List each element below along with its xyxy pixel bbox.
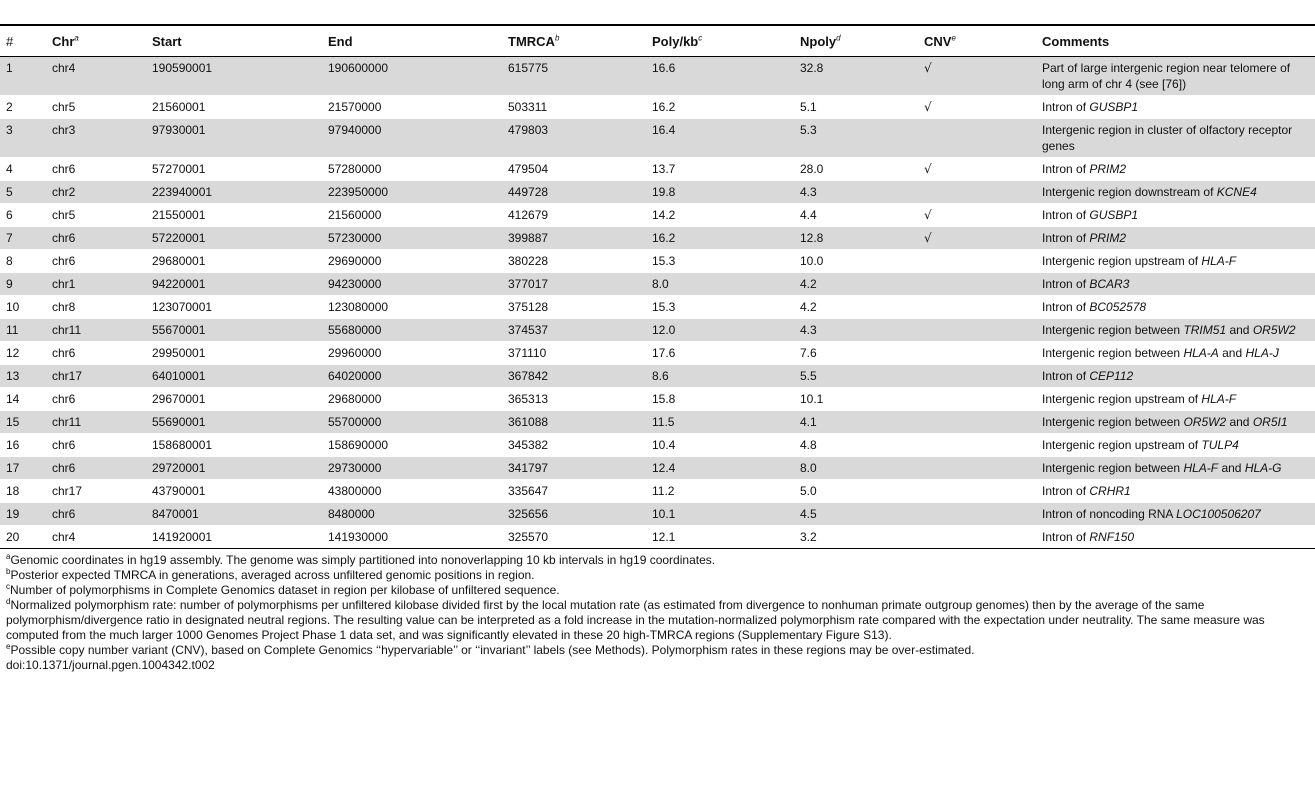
- cell-tmrca: 479504: [508, 162, 549, 176]
- cell-start: 29680001: [152, 254, 206, 268]
- cell-comment: [1036, 227, 1315, 250]
- cell-chr: chr17: [52, 484, 83, 498]
- cell-start: 29670001: [152, 392, 206, 406]
- cell-end: 29690000: [328, 254, 382, 268]
- cell-chr: chr6: [52, 231, 76, 245]
- comment-text: Intergenic region downstream of: [1042, 185, 1217, 199]
- header-poly: Poly/$kb^c$: [652, 33, 703, 49]
- cell-end: 43800000: [328, 484, 382, 498]
- cell-poly: 8.0: [652, 277, 669, 291]
- cell-cnv: [918, 204, 1036, 227]
- comment-text: Intron of: [1042, 208, 1090, 222]
- cell-npoly: 4.3: [800, 323, 817, 337]
- cell-npoly: 5.5: [800, 369, 817, 383]
- footnote-b: [6, 568, 1309, 583]
- comment-text: and: [1226, 415, 1253, 429]
- cell-comment: [1036, 503, 1315, 526]
- table-header: [0, 26, 1315, 57]
- cell-tmrca: 325656: [508, 507, 549, 521]
- cell-start: 94220001: [152, 277, 206, 291]
- cell-num: 10: [6, 300, 20, 314]
- cell-comment: [1036, 434, 1315, 457]
- cell-tmrca: 503311: [508, 100, 548, 114]
- cell-cnv: [918, 388, 1036, 411]
- cell-num: 17: [6, 461, 20, 475]
- table-row: [0, 526, 1315, 549]
- table-row: [0, 158, 1315, 181]
- cell-comment: [1036, 411, 1315, 434]
- cell-end: 64020000: [328, 369, 382, 383]
- cell-poly: 16.2: [652, 231, 676, 245]
- cell-num: 16: [6, 438, 20, 452]
- table-row: [0, 96, 1315, 119]
- comment-text: Intron of: [1042, 162, 1090, 176]
- cell-chr: chr6: [52, 507, 76, 521]
- cell-cnv: [918, 227, 1036, 250]
- cell-cnv: [918, 480, 1036, 503]
- cell-poly: 16.2: [652, 100, 676, 114]
- cell-chr: chr6: [52, 162, 76, 176]
- cell-cnv: [918, 273, 1036, 296]
- cell-num: 1: [6, 61, 13, 75]
- cell-tmrca: 341797: [508, 461, 549, 475]
- cell-poly: 10.4: [652, 438, 676, 452]
- cell-num: 5: [6, 185, 13, 199]
- cell-chr: chr4: [52, 61, 76, 75]
- cell-npoly: 32.8: [800, 61, 824, 75]
- cell-npoly: 4.4: [800, 208, 817, 222]
- cell-num: 4: [6, 162, 13, 176]
- gene-name: HLA-F: [1201, 254, 1237, 268]
- comment-text: Intron of: [1042, 231, 1090, 245]
- cell-tmrca: 412679: [508, 208, 549, 222]
- table-row: [0, 296, 1315, 319]
- gene-name: CEP112: [1089, 369, 1134, 383]
- footnote-text: Possible copy number variant (CNV), based on Complete Genomics ‘‘hypervariable’’ or ‘‘invariant’’ labels (see Methods). Polymorphism rates in these regions may be over-estimated.: [10, 643, 975, 657]
- cell-end: 29680000: [328, 392, 382, 406]
- header-npoly: Npoly$^d$: [800, 33, 841, 49]
- cell-end: 21570000: [328, 100, 382, 114]
- cell-chr: chr11: [52, 323, 82, 337]
- comment-text: Intergenic region upstream of: [1042, 392, 1202, 406]
- cell-tmrca: 479803: [508, 123, 549, 137]
- cell-poly: 10.1: [652, 507, 676, 521]
- cell-chr: chr6: [52, 392, 76, 406]
- cell-tmrca: 449728: [508, 185, 549, 199]
- comment-text: Intron of: [1042, 530, 1090, 544]
- cell-chr: chr4: [52, 530, 76, 544]
- cell-npoly: 8.0: [800, 461, 817, 475]
- cell-cnv: [918, 119, 1036, 158]
- gene-name: HLA-A: [1183, 346, 1219, 360]
- gene-name: BC052578: [1089, 300, 1147, 314]
- cell-end: 55700000: [328, 415, 382, 429]
- table-row: [0, 365, 1315, 388]
- cell-num: 12: [6, 346, 20, 360]
- cell-poly: 15.3: [652, 254, 676, 268]
- table-body: [0, 57, 1315, 549]
- table-row: [0, 457, 1315, 480]
- cell-num: 8: [6, 254, 13, 268]
- comment-text: Intergenic region upstream of: [1042, 254, 1202, 268]
- cell-chr: chr5: [52, 208, 76, 222]
- footnote-text: Posterior expected TMRCA in generations, averaged across unfiltered genomic positions in region.: [10, 568, 535, 582]
- cell-cnv: [918, 319, 1036, 342]
- cell-comment: [1036, 181, 1315, 204]
- cell-tmrca: 377017: [508, 277, 549, 291]
- gene-name: CRHR1: [1089, 484, 1131, 498]
- cell-npoly: 10.1: [800, 392, 824, 406]
- cell-start: 55690001: [152, 415, 206, 429]
- comment-text: Intergenic region in cluster of olfactory receptor genes: [1042, 123, 1293, 153]
- check-icon: √: [924, 208, 932, 222]
- cell-start: 123070001: [152, 300, 213, 314]
- header-tmrca: TMRCA$^b$: [508, 33, 560, 49]
- footnotes: [0, 549, 1315, 673]
- cell-poly: 17.6: [652, 346, 676, 360]
- gene-name: OR5W2: [1183, 415, 1227, 429]
- footnote-d: [6, 598, 1309, 643]
- header-chr: Chr$^a$: [52, 33, 79, 49]
- cell-end: 123080000: [328, 300, 389, 314]
- comment-text: Intron of: [1042, 277, 1090, 291]
- cell-comment: [1036, 273, 1315, 296]
- cell-num: 7: [6, 231, 13, 245]
- cell-chr: chr2: [52, 185, 76, 199]
- cell-cnv: [918, 411, 1036, 434]
- cell-npoly: 4.5: [800, 507, 817, 521]
- comment-text: Part of large intergenic region near telomere of long arm of chr 4 (see [76]): [1042, 61, 1291, 91]
- cell-cnv: [918, 434, 1036, 457]
- cell-start: 55670001: [152, 323, 206, 337]
- cell-num: 11: [6, 323, 19, 337]
- cell-npoly: 7.6: [800, 346, 817, 360]
- cell-cnv: [918, 181, 1036, 204]
- cell-cnv: [918, 342, 1036, 365]
- cell-chr: chr11: [52, 415, 82, 429]
- cell-cnv: [918, 250, 1036, 273]
- gene-name: OR5I1: [1252, 415, 1288, 429]
- table-row: [0, 250, 1315, 273]
- cell-end: 55680000: [328, 323, 382, 337]
- cell-num: 14: [6, 392, 20, 406]
- header-start: Start: [152, 34, 182, 49]
- gene-name: OR5W2: [1252, 323, 1296, 337]
- gene-name: HLA-J: [1245, 346, 1279, 360]
- table-row: [0, 119, 1315, 158]
- cell-poly: 12.0: [652, 323, 676, 337]
- cell-cnv: [918, 365, 1036, 388]
- cell-end: 57230000: [328, 231, 382, 245]
- comment-text: and: [1218, 461, 1245, 475]
- cell-comment: [1036, 480, 1315, 503]
- cell-comment: [1036, 457, 1315, 480]
- cell-tmrca: 371110: [508, 346, 547, 360]
- cell-tmrca: 325570: [508, 530, 549, 544]
- cell-poly: 15.8: [652, 392, 676, 406]
- cell-end: 57280000: [328, 162, 382, 176]
- cell-cnv: [918, 526, 1036, 549]
- cell-start: 43790001: [152, 484, 206, 498]
- footnote-text: Normalized polymorphism rate: number of polymorphisms per unfiltered kilobase divided first by the local mutation rate (as estimated from divergence to nonhuman primate outgroup genomes) then by the average of the same polymorphism/divergence ratio in designated neutral regions. The resulting value can be interpreted as a fold increase in the mutation-normalized polymorphism rate compared with the expectation under neutrality. The same measure was computed from the much larger 1000 Genomes Project Phase 1 data set, and was significantly elevated in these 20 high-TMRCA regions (Supplementary Figure S13).: [6, 598, 1265, 642]
- header-cnv: CNV$^e$: [924, 33, 956, 49]
- cell-end: 190600000: [328, 61, 389, 75]
- footnote-marker: e: [6, 642, 11, 651]
- footnote-text: Number of polymorphisms in Complete Genomics dataset in region per kilobase of unfiltered sequence.: [10, 583, 560, 597]
- cell-end: 8480000: [328, 507, 375, 521]
- comment-text: Intergenic region upstream of: [1042, 438, 1202, 452]
- cell-start: 158680001: [152, 438, 213, 452]
- cell-comment: [1036, 250, 1315, 273]
- cell-poly: 8.6: [652, 369, 669, 383]
- table-row: [0, 319, 1315, 342]
- footnote-c: [6, 583, 1309, 598]
- gene-name: KCNE4: [1216, 185, 1257, 199]
- cell-end: 29960000: [328, 346, 382, 360]
- cell-poly: 14.2: [652, 208, 676, 222]
- cell-tmrca: 335647: [508, 484, 549, 498]
- cell-comment: [1036, 96, 1315, 119]
- footnote-marker: d: [6, 597, 11, 606]
- gene-name: PRIM2: [1089, 162, 1127, 176]
- cell-tmrca: 374537: [508, 323, 549, 337]
- gene-name: RNF150: [1089, 530, 1135, 544]
- cell-cnv: [918, 296, 1036, 319]
- gene-name: HLA-G: [1244, 461, 1282, 475]
- cell-end: 97940000: [328, 123, 382, 137]
- cell-tmrca: 361088: [508, 415, 549, 429]
- comment-text: Intergenic region between: [1042, 346, 1184, 360]
- cell-poly: 12.1: [652, 530, 676, 544]
- header-num: #: [6, 34, 14, 49]
- cell-chr: chr6: [52, 438, 76, 452]
- cell-start: 97930001: [152, 123, 206, 137]
- cell-poly: 15.3: [652, 300, 676, 314]
- cell-npoly: 28.0: [800, 162, 824, 176]
- cell-end: 29730000: [328, 461, 382, 475]
- cell-npoly: 4.1: [800, 415, 817, 429]
- cell-poly: 16.4: [652, 123, 676, 137]
- top-rule: [0, 0, 1315, 26]
- cell-npoly: 5.3: [800, 123, 817, 137]
- cell-comment: [1036, 319, 1315, 342]
- comment-text: Intron of: [1042, 369, 1090, 383]
- cell-end: 21560000: [328, 208, 382, 222]
- cell-comment: [1036, 365, 1315, 388]
- comment-text: Intergenic region between: [1042, 415, 1184, 429]
- footnote-marker: c: [6, 582, 10, 591]
- comment-text: Intron of: [1042, 300, 1090, 314]
- cell-num: 2: [6, 100, 13, 114]
- table-row: [0, 227, 1315, 250]
- cell-npoly: 10.0: [800, 254, 824, 268]
- cell-npoly: 5.1: [800, 100, 817, 114]
- gene-name: LOC100506207: [1176, 507, 1261, 521]
- gene-name: HLA-F: [1201, 392, 1237, 406]
- cell-comment: [1036, 342, 1315, 365]
- footnote-a: [6, 553, 1309, 568]
- footnote-marker: a: [6, 552, 11, 561]
- comment-text: Intergenic region between: [1042, 461, 1184, 475]
- cell-chr: chr6: [52, 254, 76, 268]
- cell-poly: 12.4: [652, 461, 676, 475]
- check-icon: √: [924, 231, 932, 245]
- cell-npoly: 3.2: [800, 530, 817, 544]
- cell-poly: 11.5: [652, 415, 675, 429]
- comment-text: Intron of noncoding RNA: [1042, 507, 1177, 521]
- comment-text: and: [1226, 323, 1253, 337]
- cell-start: 141920001: [152, 530, 213, 544]
- cell-tmrca: 615775: [508, 61, 549, 75]
- cell-start: 57270001: [152, 162, 206, 176]
- gene-name: PRIM2: [1089, 231, 1127, 245]
- table-row: [0, 480, 1315, 503]
- check-icon: √: [924, 162, 932, 176]
- gene-name: BCAR3: [1089, 277, 1130, 291]
- cell-start: 190590001: [152, 61, 213, 75]
- cell-npoly: 12.8: [800, 231, 824, 245]
- table-row: [0, 503, 1315, 526]
- cell-num: 18: [6, 484, 20, 498]
- gene-name: TRIM51: [1183, 323, 1227, 337]
- cell-tmrca: 365313: [508, 392, 549, 406]
- table-row: [0, 181, 1315, 204]
- cell-num: 19: [6, 507, 20, 521]
- footnote-e: [6, 643, 1309, 658]
- gene-name: HLA-F: [1183, 461, 1219, 475]
- cell-start: 8470001: [152, 507, 199, 521]
- cell-num: 9: [6, 277, 13, 291]
- cell-cnv: [918, 96, 1036, 119]
- cell-chr: chr6: [52, 346, 76, 360]
- cell-start: 21560001: [152, 100, 206, 114]
- footnote-text: Genomic coordinates in hg19 assembly. The genome was simply partitioned into nonoverlapping 10 kb intervals in hg19 coordinates.: [10, 553, 716, 567]
- cell-comment: [1036, 204, 1315, 227]
- cell-tmrca: 399887: [508, 231, 549, 245]
- cell-poly: 19.8: [652, 185, 676, 199]
- cell-comment: [1036, 158, 1315, 181]
- cell-end: 141930000: [328, 530, 389, 544]
- cell-num: 20: [6, 530, 20, 544]
- cell-chr: chr8: [52, 300, 76, 314]
- cell-chr: chr3: [52, 123, 76, 137]
- table-row: [0, 434, 1315, 457]
- cell-comment: [1036, 119, 1315, 158]
- cell-poly: 11.2: [652, 484, 675, 498]
- cell-tmrca: 375128: [508, 300, 549, 314]
- cell-start: 21550001: [152, 208, 206, 222]
- cell-start: 29720001: [152, 461, 206, 475]
- cell-start: 29950001: [152, 346, 206, 360]
- cell-end: 158690000: [328, 438, 389, 452]
- doi-text: doi:10.1371/journal.pgen.1004342.t002: [6, 658, 215, 672]
- cell-end: 223950000: [328, 185, 389, 199]
- cell-tmrca: 345382: [508, 438, 549, 452]
- cell-start: 223940001: [152, 185, 213, 199]
- cell-comment: [1036, 57, 1315, 96]
- table-row: [0, 204, 1315, 227]
- cell-cnv: [918, 457, 1036, 480]
- gene-name: TULP4: [1201, 438, 1239, 452]
- header-end: End: [328, 34, 353, 49]
- cell-num: 13: [6, 369, 20, 383]
- cell-cnv: [918, 503, 1036, 526]
- cell-npoly: 5.0: [800, 484, 817, 498]
- table-row: [0, 273, 1315, 296]
- cell-start: 64010001: [152, 369, 206, 383]
- check-icon: √: [924, 100, 932, 114]
- cell-poly: 16.6: [652, 61, 676, 75]
- check-icon: √: [924, 61, 932, 75]
- footnote-marker: b: [6, 567, 11, 576]
- comment-text: Intron of: [1042, 484, 1090, 498]
- cell-chr: chr17: [52, 369, 83, 383]
- comment-text: and: [1218, 346, 1246, 360]
- table-row: [0, 57, 1315, 96]
- cell-end: 94230000: [328, 277, 382, 291]
- results-table: [0, 26, 1315, 549]
- cell-num: 15: [6, 415, 20, 429]
- cell-comment: [1036, 296, 1315, 319]
- cell-npoly: 4.2: [800, 300, 817, 314]
- cell-npoly: 4.3: [800, 185, 817, 199]
- table-row: [0, 342, 1315, 365]
- header-comments: Comments: [1042, 34, 1110, 49]
- cell-num: 6: [6, 208, 13, 222]
- cell-comment: [1036, 526, 1315, 549]
- comment-text: Intergenic region between: [1042, 323, 1184, 337]
- cell-cnv: [918, 57, 1036, 96]
- cell-chr: chr5: [52, 100, 76, 114]
- gene-name: GUSBP1: [1089, 100, 1139, 114]
- cell-tmrca: 380228: [508, 254, 549, 268]
- cell-npoly: 4.8: [800, 438, 817, 452]
- cell-chr: chr1: [52, 277, 76, 291]
- cell-comment: [1036, 388, 1315, 411]
- cell-start: 57220001: [152, 231, 206, 245]
- table-row: [0, 411, 1315, 434]
- table-row: [0, 388, 1315, 411]
- gene-name: GUSBP1: [1089, 208, 1139, 222]
- cell-num: 3: [6, 123, 13, 137]
- comment-text: Intron of: [1042, 100, 1090, 114]
- cell-cnv: [918, 158, 1036, 181]
- cell-poly: 13.7: [652, 162, 676, 176]
- cell-chr: chr6: [52, 461, 76, 475]
- cell-tmrca: 367842: [508, 369, 549, 383]
- cell-npoly: 4.2: [800, 277, 817, 291]
